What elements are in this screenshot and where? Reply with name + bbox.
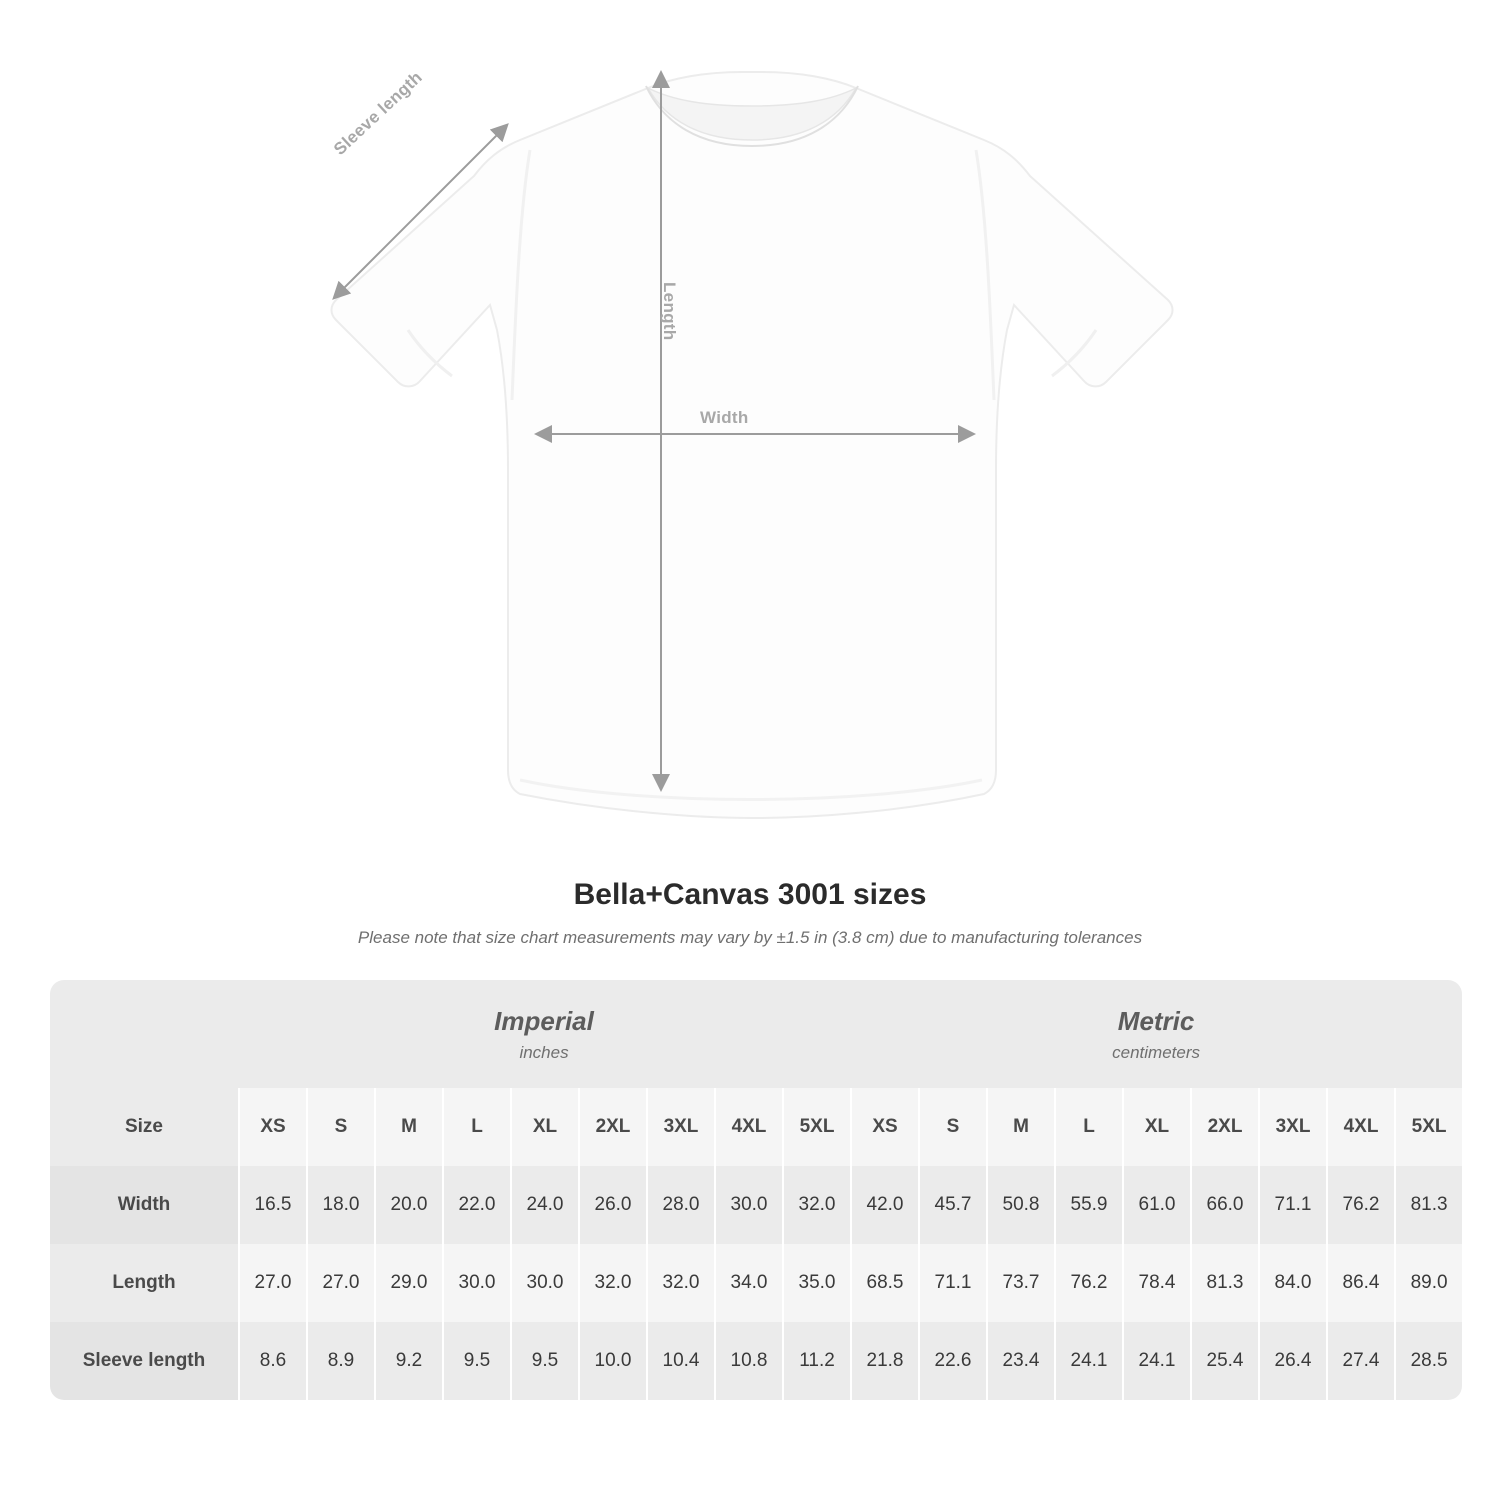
length-dimension-label: Length (660, 282, 679, 341)
table-cell: 10.4 (646, 1322, 714, 1400)
table-cell: 8.6 (238, 1322, 306, 1400)
table-cell: 16.5 (238, 1166, 306, 1244)
table-cell: 76.2 (1054, 1244, 1122, 1322)
table-cell: 30.0 (510, 1244, 578, 1322)
size-col-header: M (986, 1088, 1054, 1166)
table-cell: 8.9 (306, 1322, 374, 1400)
size-col-header: L (1054, 1088, 1122, 1166)
row-header-length: Length (50, 1244, 238, 1322)
table-cell: 50.8 (986, 1166, 1054, 1244)
size-col-header: 2XL (1190, 1088, 1258, 1166)
table-cell: 78.4 (1122, 1244, 1190, 1322)
metric-label: Metric (1117, 1005, 1195, 1036)
table-cell: 28.5 (1394, 1322, 1462, 1400)
table-cell: 29.0 (374, 1244, 442, 1322)
table-cell: 81.3 (1190, 1244, 1258, 1322)
size-col-header: 5XL (782, 1088, 850, 1166)
table-cell: 9.5 (510, 1322, 578, 1400)
size-col-header: 5XL (1394, 1088, 1462, 1166)
size-col-header: 3XL (646, 1088, 714, 1166)
table-cell: 86.4 (1326, 1244, 1394, 1322)
table-cell: 84.0 (1258, 1244, 1326, 1322)
table-cell: 26.4 (1258, 1322, 1326, 1400)
table-cell: 23.4 (986, 1322, 1054, 1400)
table-cell: 22.6 (918, 1322, 986, 1400)
table-cell: 32.0 (578, 1244, 646, 1322)
size-col-header: XS (238, 1088, 306, 1166)
row-header-size: Size (50, 1088, 238, 1166)
unit-header-row (50, 980, 1462, 1088)
row-header-width: Width (50, 1166, 238, 1244)
size-col-header: S (918, 1088, 986, 1166)
size-col-header: XL (510, 1088, 578, 1166)
size-col-header: 2XL (578, 1088, 646, 1166)
unit-header-imperial (238, 980, 850, 1088)
table-cell: 45.7 (918, 1166, 986, 1244)
size-table (50, 980, 1462, 1400)
table-cell: 9.5 (442, 1322, 510, 1400)
table-cell: 76.2 (1326, 1166, 1394, 1244)
table-row (50, 1166, 1462, 1244)
tshirt-shape (332, 72, 1173, 818)
table-cell: 10.8 (714, 1322, 782, 1400)
table-cell: 61.0 (1122, 1166, 1190, 1244)
table-cell: 18.0 (306, 1166, 374, 1244)
size-col-header: M (374, 1088, 442, 1166)
unit-header-spacer (50, 980, 238, 1088)
width-dimension-label: Width (700, 408, 749, 427)
unit-header-metric (850, 980, 1462, 1088)
table-cell: 30.0 (442, 1244, 510, 1322)
table-cell: 27.0 (238, 1244, 306, 1322)
table-cell: 27.4 (1326, 1322, 1394, 1400)
size-col-header: XS (850, 1088, 918, 1166)
table-cell: 24.1 (1122, 1322, 1190, 1400)
size-table-wrapper (50, 980, 1450, 1400)
table-cell: 34.0 (714, 1244, 782, 1322)
table-cell: 10.0 (578, 1322, 646, 1400)
table-cell: 11.2 (782, 1322, 850, 1400)
table-cell: 73.7 (986, 1244, 1054, 1322)
size-col-header: 4XL (714, 1088, 782, 1166)
table-cell: 25.4 (1190, 1322, 1258, 1400)
table-cell: 55.9 (1054, 1166, 1122, 1244)
row-header-sleeve-length: Sleeve length (50, 1322, 238, 1400)
table-cell: 89.0 (1394, 1244, 1462, 1322)
table-cell: 9.2 (374, 1322, 442, 1400)
table-cell: 20.0 (374, 1166, 442, 1244)
size-col-header: 4XL (1326, 1088, 1394, 1166)
size-col-header: S (306, 1088, 374, 1166)
table-cell: 27.0 (306, 1244, 374, 1322)
table-cell: 24.0 (510, 1166, 578, 1244)
table-cell: 71.1 (918, 1244, 986, 1322)
title-block (0, 878, 1500, 948)
size-col-header: L (442, 1088, 510, 1166)
table-cell: 24.1 (1054, 1322, 1122, 1400)
imperial-label: Imperial (494, 1005, 594, 1036)
table-cell: 32.0 (782, 1166, 850, 1244)
imperial-sublabel: inches (519, 1042, 569, 1062)
table-cell: 22.0 (442, 1166, 510, 1244)
size-header-row (50, 1088, 1462, 1166)
table-cell: 28.0 (646, 1166, 714, 1244)
table-cell: 21.8 (850, 1322, 918, 1400)
table-cell: 66.0 (1190, 1166, 1258, 1244)
size-col-header: 3XL (1258, 1088, 1326, 1166)
table-cell: 71.1 (1258, 1166, 1326, 1244)
sleeve-length-dimension-label: Sleeve length (330, 67, 426, 159)
tolerance-note: Please note that size chart measurements may vary by ±1.5 in (3.8 cm) due to manufacturing tolerances (357, 928, 1143, 947)
table-cell: 81.3 (1394, 1166, 1462, 1244)
table-row (50, 1244, 1462, 1322)
table-cell: 68.5 (850, 1244, 918, 1322)
table-cell: 30.0 (714, 1166, 782, 1244)
table-cell: 42.0 (850, 1166, 918, 1244)
table-cell: 26.0 (578, 1166, 646, 1244)
metric-sublabel: centimeters (1112, 1042, 1201, 1062)
table-cell: 32.0 (646, 1244, 714, 1322)
table-row (50, 1322, 1462, 1400)
page-title: Bella+Canvas 3001 sizes (573, 878, 927, 911)
size-col-header: XL (1122, 1088, 1190, 1166)
table-cell: 35.0 (782, 1244, 850, 1322)
